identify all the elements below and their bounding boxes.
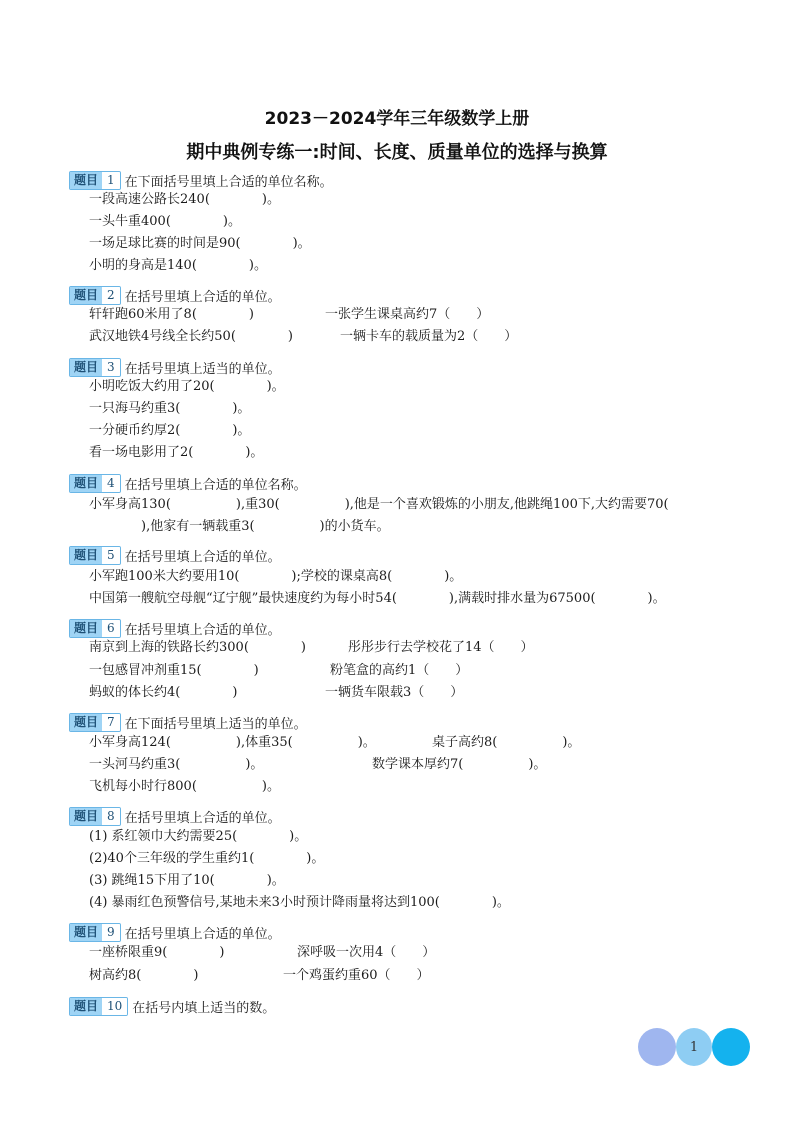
question-line: 轩轩跑60米用了8( ) [89, 307, 254, 322]
question-line: 数学课本厚约7( )。 [372, 757, 547, 772]
question-line: 一头牛重400( )。 [89, 214, 241, 229]
question-line: 小明的身高是140( )。 [89, 258, 267, 273]
question-instruction: 在括号里填上合适的单位。 [124, 289, 281, 305]
question-line: (1) 系红领巾大约需要25( )。 [89, 829, 308, 844]
question-line: 看一场电影用了2( )。 [89, 445, 264, 460]
question-badge: 题目 5 [69, 546, 121, 565]
question-line: 一个鸡蛋约重60（ ） [283, 968, 430, 983]
question-line: 蚂蚁的体长约4( ) [89, 685, 238, 700]
question-line: 一张学生课桌高约7（ ） [325, 307, 490, 322]
question-line: 飞机每小时行800( )。 [89, 779, 280, 794]
question-line: 一辆货车限载3（ ） [325, 685, 464, 700]
question-line: 树高约8( ) [89, 968, 199, 983]
question-line: 小军身高124( ),体重35( )。 [89, 735, 376, 750]
question-badge: 题目 1 [69, 171, 121, 190]
question-line: 一分硬币约厚2( )。 [89, 423, 251, 438]
question-badge: 题目 10 [69, 997, 128, 1016]
question-line: 粉笔盒的高约1（ ） [330, 663, 469, 678]
page-decoration-circle [638, 1028, 676, 1066]
question-instruction: 在括号内填上适当的数。 [132, 1000, 276, 1016]
page-number: 1 [676, 1028, 712, 1066]
question-line: ),他家有一辆载重3( )的小货车。 [89, 519, 390, 534]
question-line: 一段高速公路长240( )。 [89, 192, 280, 207]
page-title: 2023－2024学年三年级数学上册 [264, 109, 530, 129]
question-line: 一场足球比赛的时间是90( )。 [89, 236, 311, 251]
question-instruction: 在下面括号里填上适当的单位。 [124, 716, 307, 732]
question-instruction: 在括号里填上适当的单位。 [124, 361, 281, 377]
question-line: 小明吃饭大约用了20( )。 [89, 379, 285, 394]
question-instruction: 在括号里填上合适的单位名称。 [124, 477, 307, 493]
question-instruction: 在下面括号里填上合适的单位名称。 [124, 174, 333, 190]
question-line: 一只海马约重3( )。 [89, 401, 251, 416]
question-line: 中国第一艘航空母舰“辽宁舰”最快速度约为每小时54( ),满载时排水量为67500( )。 [89, 591, 666, 606]
question-instruction: 在括号里填上合适的单位。 [124, 926, 281, 942]
question-line: 武汉地铁4号线全长约50( ) [89, 329, 293, 344]
question-line: 一座桥限重9( ) [89, 945, 225, 960]
page-subtitle: 期中典例专练一:时间、长度、质量单位的选择与换算 [186, 142, 608, 163]
question-line: 小军跑100米大约要用10( );学校的课桌高8( )。 [89, 569, 463, 584]
question-line: 小军身高130( ),重30( ),他是一个喜欢锻炼的小朋友,他跳绳100下,大约需要70( [89, 497, 669, 512]
question-instruction: 在括号里填上合适的单位。 [124, 549, 281, 565]
question-line: 南京到上海的铁路长约300( ) [89, 640, 306, 655]
question-badge: 题目 8 [69, 807, 121, 826]
question-instruction: 在括号里填上合适的单位。 [124, 622, 281, 638]
question-badge: 题目 4 [69, 474, 121, 493]
question-badge: 题目 6 [69, 619, 121, 638]
question-line: 彤彤步行去学校花了14（ ） [348, 640, 534, 655]
question-instruction: 在括号里填上合适的单位。 [124, 810, 281, 826]
question-badge: 题目 7 [69, 713, 121, 732]
page-decoration-circle [712, 1028, 750, 1066]
question-line: 深呼吸一次用4（ ） [297, 945, 436, 960]
question-line: (3) 跳绳15下用了10( )。 [89, 873, 285, 888]
question-badge: 题目 9 [69, 923, 121, 942]
question-line: 桌子高约8( )。 [432, 735, 581, 750]
question-line: (4) 暴雨红色预警信号,某地未来3小时预计降雨量将达到100( )。 [89, 895, 510, 910]
question-line: (2)40个三年级的学生重约1( )。 [89, 851, 325, 866]
question-badge: 题目 3 [69, 358, 121, 377]
question-line: 一头河马约重3( )。 [89, 757, 264, 772]
question-line: 一包感冒冲剂重15( ) [89, 663, 259, 678]
question-line: 一辆卡车的载质量为2（ ） [340, 329, 518, 344]
question-badge: 题目 2 [69, 286, 121, 305]
